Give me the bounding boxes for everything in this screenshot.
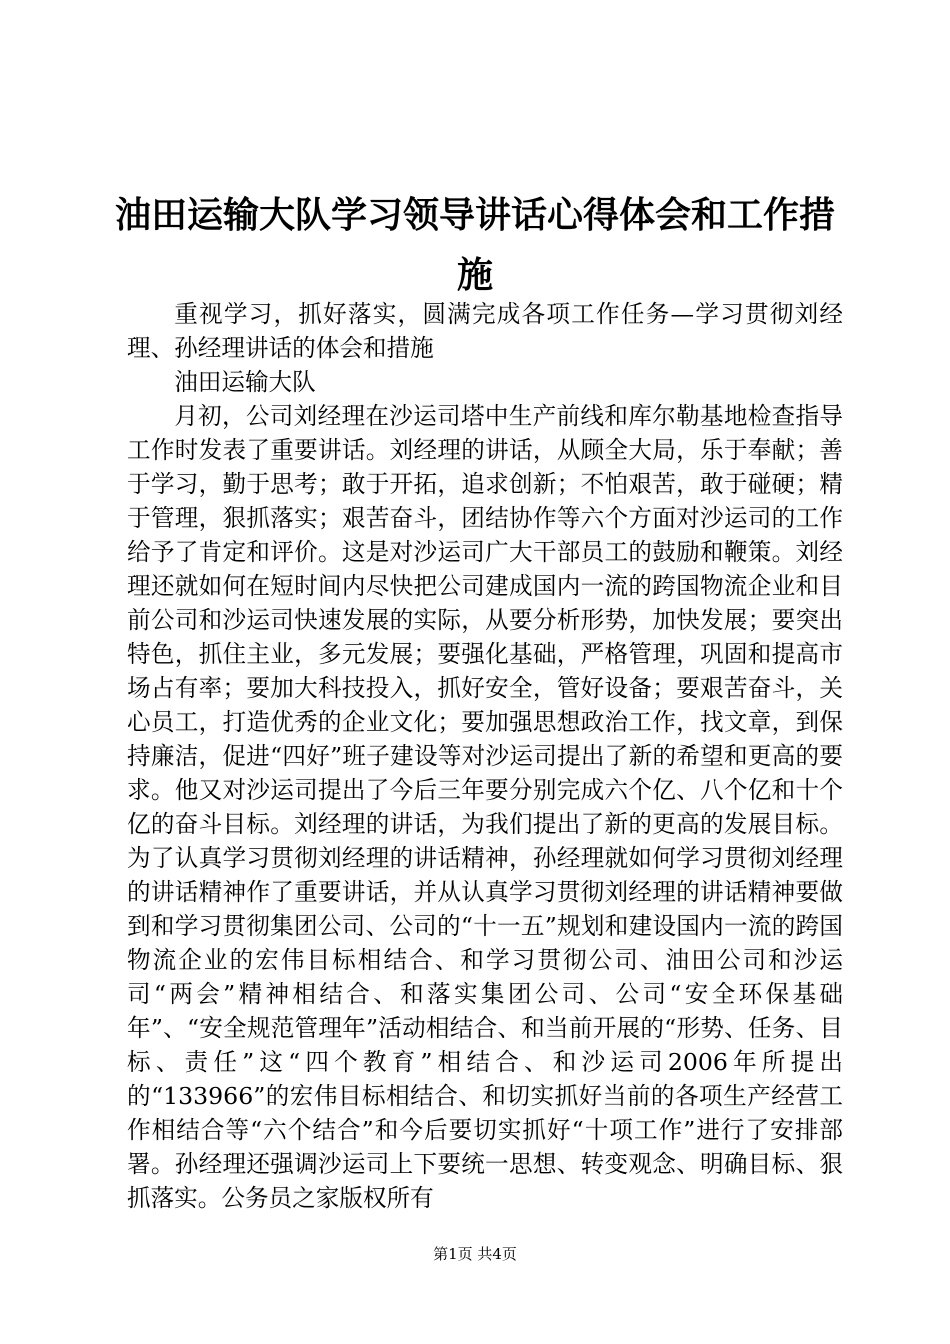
document-title: 油田运输大队学习领导讲话心得体会和工作措施 [114,195,835,296]
document-author: 油田运输大队 [174,368,316,396]
page-footer: 第1页 共4页 [433,1245,517,1263]
document-body [127,297,843,1215]
document-subtitle: 重视学习，抓好落实，圆满完成各项工作任务—学习贯彻刘经理、孙经理讲话的体会和措施 [127,300,843,362]
body-paragraph: 月初，公司刘经理在沙运司塔中生产前线和库尔勒基地检查指导工作时发表了重要讲话。刘经理的讲话，从顾全大局，乐于奉献；善于学习，勤于思考；敢于开拓，追求创新；不怕艰苦，敢于碰硬；精于管理，狠抓落实；艰苦奋斗，团结协作等六个方面对沙运司的工作给予了肯定和评价。这是对沙运司广大干部员工的鼓励和鞭策。刘经理还就如何在短时间内尽快把公司建成国内一流的跨国物流企业和目前公司和沙运司快速发展的实际，从要分析形势，加快发展；要突出特色，抓住主业，多元发展；要强化基础，严格管理，巩固和提高市场占有率；要加大科技投入，抓好安全，管好设备；要艰苦奋斗，关心员工，打造优秀的企业文化；要加强思想政治工作，找文章，到保持廉洁，促进“四好”班子建设等对沙运司提出了新的希望和更高的要求。他又对沙运司提出了今后三年要分别完成六个亿、八个亿和十个亿的奋斗目标。刘经理的讲话，为我们提出了新的更高的发展目标。为了认真学习贯彻刘经理的讲话精神，孙经理就如何学习贯彻刘经理的讲话精神作了重要讲话，并从认真学习贯彻刘经理的讲话精神要做到和学习贯彻集团公司、公司的“十一五”规划和建设国内一流的跨国物流企业的宏伟目标相结合、和学习贯彻公司、油田公司和沙运司“两会”精神相结合、和落实集团公司、公司“安全环保基础年”、“安全规范管理年”活动相结合、和当前开展的“形势、任务、目标、责任”这“四个教育”相结合、和沙运司2006年所提出的“133966”的宏伟目标相结合、和切实抓好当前的各项生产经营工作相结合等“六个结合”和今后要切实抓好“十项工作”进行了安排部署。孙经理还强调沙运司上下要统一思想、转变观念、明确目标、狠抓落实。公务员之家版权所有 [127,402,843,1212]
